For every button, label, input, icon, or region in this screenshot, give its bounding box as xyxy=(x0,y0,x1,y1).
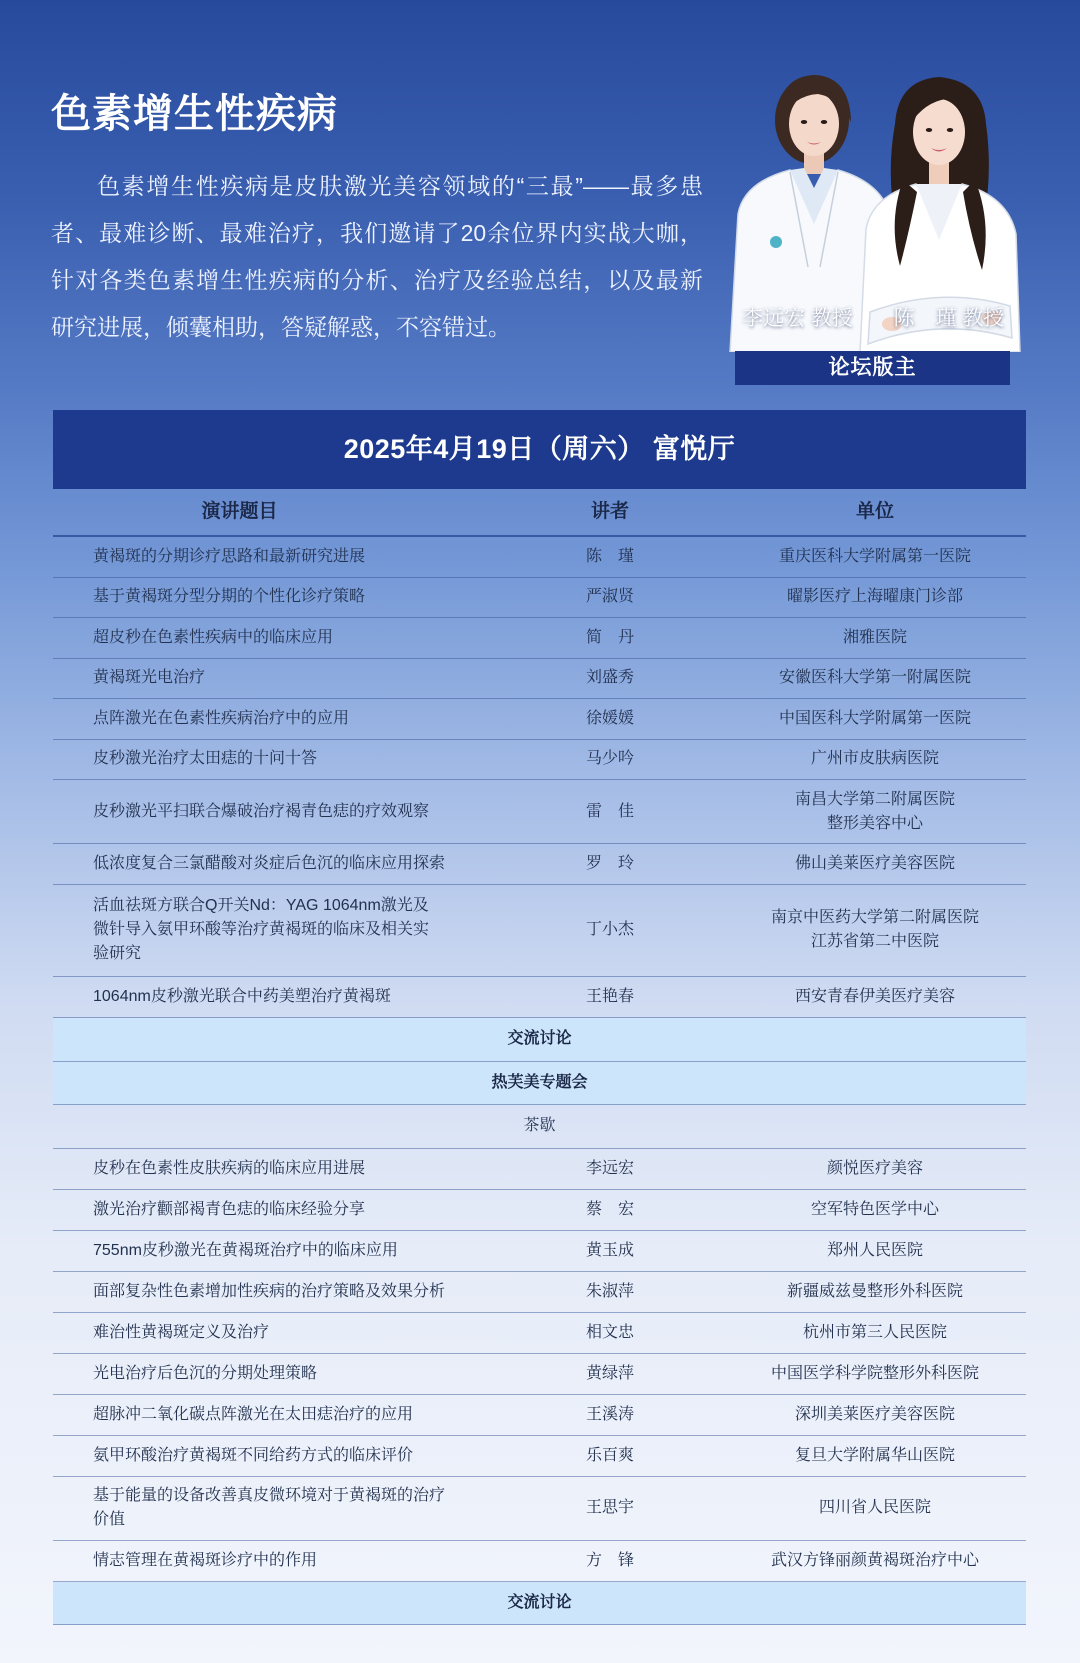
talk-topic: 难治性黄褐斑定义及治疗 xyxy=(93,1323,270,1341)
table-row xyxy=(53,699,1026,740)
speaker-unit: 中国医科大学附属第一医院 xyxy=(778,709,971,727)
talk-topic: 黄褐斑的分期诊疗思路和最新研究进展 xyxy=(93,547,366,565)
table-row xyxy=(53,780,1026,844)
moderator-role-bar: 论坛版主 xyxy=(735,351,1010,385)
table-row xyxy=(53,537,1026,578)
table-row xyxy=(53,1477,1026,1541)
table-row xyxy=(53,618,1026,659)
column-header-topic: 演讲题目 xyxy=(201,501,278,522)
speaker-unit: 西安青春伊美医疗美容 xyxy=(794,988,955,1005)
talk-topic: 皮秒激光治疗太田痣的十问十答 xyxy=(93,750,318,768)
speaker-name: 方 锋 xyxy=(585,1551,634,1569)
table-header-row xyxy=(53,489,1026,537)
talk-topic: 1064nm皮秒激光联合中药美塑治疗黄褐斑 xyxy=(93,988,391,1005)
column-header-unit: 单位 xyxy=(855,501,894,522)
intro-paragraph xyxy=(51,163,703,351)
table-row xyxy=(53,1272,1026,1313)
speaker-unit: 杭州市第三人民医院 xyxy=(802,1323,947,1341)
speaker-unit: 重庆医科大学附属第一医院 xyxy=(778,547,971,565)
speaker-name: 黄绿萍 xyxy=(585,1364,634,1382)
speaker-name: 相文忠 xyxy=(585,1323,634,1341)
talk-topic: 超脉冲二氧化碳点阵激光在太田痣治疗的应用 xyxy=(93,1405,414,1423)
talk-topic: 低浓度复合三氯醋酸对炎症后色沉的临床应用探索 xyxy=(93,854,446,872)
talk-topic: 755nm皮秒激光在黄褐斑治疗中的临床应用 xyxy=(93,1241,398,1259)
talk-topic: 活血祛斑方联合Q开关Nd：YAG 1064nm激光及 微针导入氨甲环酸等治疗黄褐斑的临床及相关实 验研究 xyxy=(93,897,430,963)
talk-topic: 情志管理在黄褐斑诊疗中的作用 xyxy=(93,1551,318,1569)
intro-line: 研究进展，倾囊相助，答疑解惑，不容错过。 xyxy=(51,314,511,340)
moderator-name: 李远宏 教授 xyxy=(742,307,853,330)
table-row xyxy=(53,1313,1026,1354)
speaker-name: 黄玉成 xyxy=(585,1241,634,1259)
speaker-name: 王艳春 xyxy=(585,988,634,1005)
session-break-row xyxy=(53,1018,1026,1062)
tea-break-row xyxy=(53,1105,1026,1149)
talk-topic: 皮秒在色素性皮肤疾病的临床应用进展 xyxy=(93,1159,366,1177)
talk-topic: 氨甲环酸治疗黄褐斑不同给药方式的临床评价 xyxy=(93,1446,414,1464)
speaker-unit: 南京中医药大学第二附属医院 江苏省第二中医院 xyxy=(770,909,979,951)
session-break-row xyxy=(53,1062,1026,1106)
speaker-unit: 郑州人民医院 xyxy=(826,1241,923,1259)
speaker-unit: 武汉方锋丽颜黄褐斑治疗中心 xyxy=(770,1551,979,1569)
talk-topic: 黄褐斑光电治疗 xyxy=(93,669,206,687)
talk-topic: 光电治疗后色沉的分期处理策略 xyxy=(93,1364,318,1382)
schedule-table xyxy=(53,489,1026,1625)
talk-topic: 面部复杂性色素增加性疾病的治疗策略及效果分析 xyxy=(93,1282,446,1300)
session-break-label: 交流讨论 xyxy=(507,1593,572,1611)
speaker-unit: 南昌大学第二附属医院 整形美容中心 xyxy=(794,790,955,832)
session-break-row xyxy=(53,1582,1026,1626)
table-row xyxy=(53,1541,1026,1582)
talk-topic: 基于黄褐斑分型分期的个性化诊疗策略 xyxy=(93,588,366,606)
speaker-name: 陈 瑾 xyxy=(585,547,634,565)
speaker-unit: 深圳美莱医疗美容医院 xyxy=(794,1405,955,1423)
date-venue-bar: 2025年4月19日（周六） 富悦厅 xyxy=(53,410,1026,489)
table-row xyxy=(53,578,1026,619)
intro-line: 色素增生性疾病是皮肤激光美容领域的“三最”——最多患 xyxy=(97,173,703,199)
speaker-name: 雷 佳 xyxy=(585,802,634,820)
speaker-name: 严淑贤 xyxy=(585,588,634,606)
speaker-name: 罗 玲 xyxy=(585,854,634,872)
speaker-name: 王思宇 xyxy=(585,1499,634,1516)
session-break-label: 茶歇 xyxy=(523,1117,556,1135)
table-row xyxy=(53,885,1026,978)
speaker-unit: 佛山美莱医疗美容医院 xyxy=(794,854,955,872)
speaker-unit: 新疆威兹曼整形外科医院 xyxy=(786,1282,963,1300)
table-row xyxy=(53,740,1026,781)
table-row xyxy=(53,1149,1026,1190)
session-break-label: 热芙美专题会 xyxy=(491,1073,588,1091)
speaker-name: 徐媛媛 xyxy=(585,709,634,727)
talk-topic: 超皮秒在色素性疾病中的临床应用 xyxy=(93,628,334,646)
speaker-name: 丁小杰 xyxy=(585,921,634,939)
table-row xyxy=(53,977,1026,1018)
intro-line: 针对各类色素增生性疾病的分析、治疗及经验总结，以及最新 xyxy=(51,267,703,293)
intro-line: 者、最难诊断、最难治疗，我们邀请了20余位界内实战大咖， xyxy=(51,220,703,246)
column-header-speaker: 讲者 xyxy=(590,501,629,522)
speaker-unit: 中国医学科学院整形外科医院 xyxy=(770,1364,979,1382)
table-row xyxy=(53,1395,1026,1436)
moderator-name: 陈 瑾 教授 xyxy=(893,307,1005,330)
speaker-name: 乐百爽 xyxy=(585,1446,634,1464)
speaker-name: 李远宏 xyxy=(585,1159,634,1177)
table-row xyxy=(53,659,1026,700)
talk-topic: 基于能量的设备改善真皮微环境对于黄褐斑的治疗 价值 xyxy=(93,1487,446,1528)
speaker-name: 马少吟 xyxy=(585,750,634,768)
table-row xyxy=(53,1436,1026,1477)
speaker-name: 简 丹 xyxy=(585,628,634,646)
table-row xyxy=(53,1231,1026,1272)
speaker-unit: 颜悦医疗美容 xyxy=(826,1159,923,1177)
speaker-name: 刘盛秀 xyxy=(585,669,634,687)
speaker-unit: 安徽医科大学第一附属医院 xyxy=(778,669,971,687)
table-row xyxy=(53,844,1026,885)
speaker-name: 王溪涛 xyxy=(585,1405,634,1423)
talk-topic: 皮秒激光平扫联合爆破治疗褐青色痣的疗效观察 xyxy=(93,802,430,820)
speaker-unit: 复旦大学附属华山医院 xyxy=(794,1446,955,1464)
talk-topic: 激光治疗颧部褐青色痣的临床经验分享 xyxy=(93,1200,366,1218)
speaker-unit: 湘雅医院 xyxy=(842,628,907,646)
speaker-unit: 四川省人民医院 xyxy=(818,1499,931,1516)
table-row xyxy=(53,1190,1026,1231)
speaker-unit: 曜影医疗上海曜康门诊部 xyxy=(786,588,963,606)
speaker-unit: 空军特色医学中心 xyxy=(810,1200,939,1218)
session-break-label: 交流讨论 xyxy=(507,1030,572,1048)
talk-topic: 点阵激光在色素性疾病治疗中的应用 xyxy=(93,709,350,727)
speaker-unit: 广州市皮肤病医院 xyxy=(810,750,939,768)
speaker-name: 蔡 宏 xyxy=(585,1200,634,1218)
page-title: 色素增生性疾病 xyxy=(51,92,338,136)
table-row xyxy=(53,1354,1026,1395)
speaker-name: 朱淑萍 xyxy=(585,1282,634,1300)
